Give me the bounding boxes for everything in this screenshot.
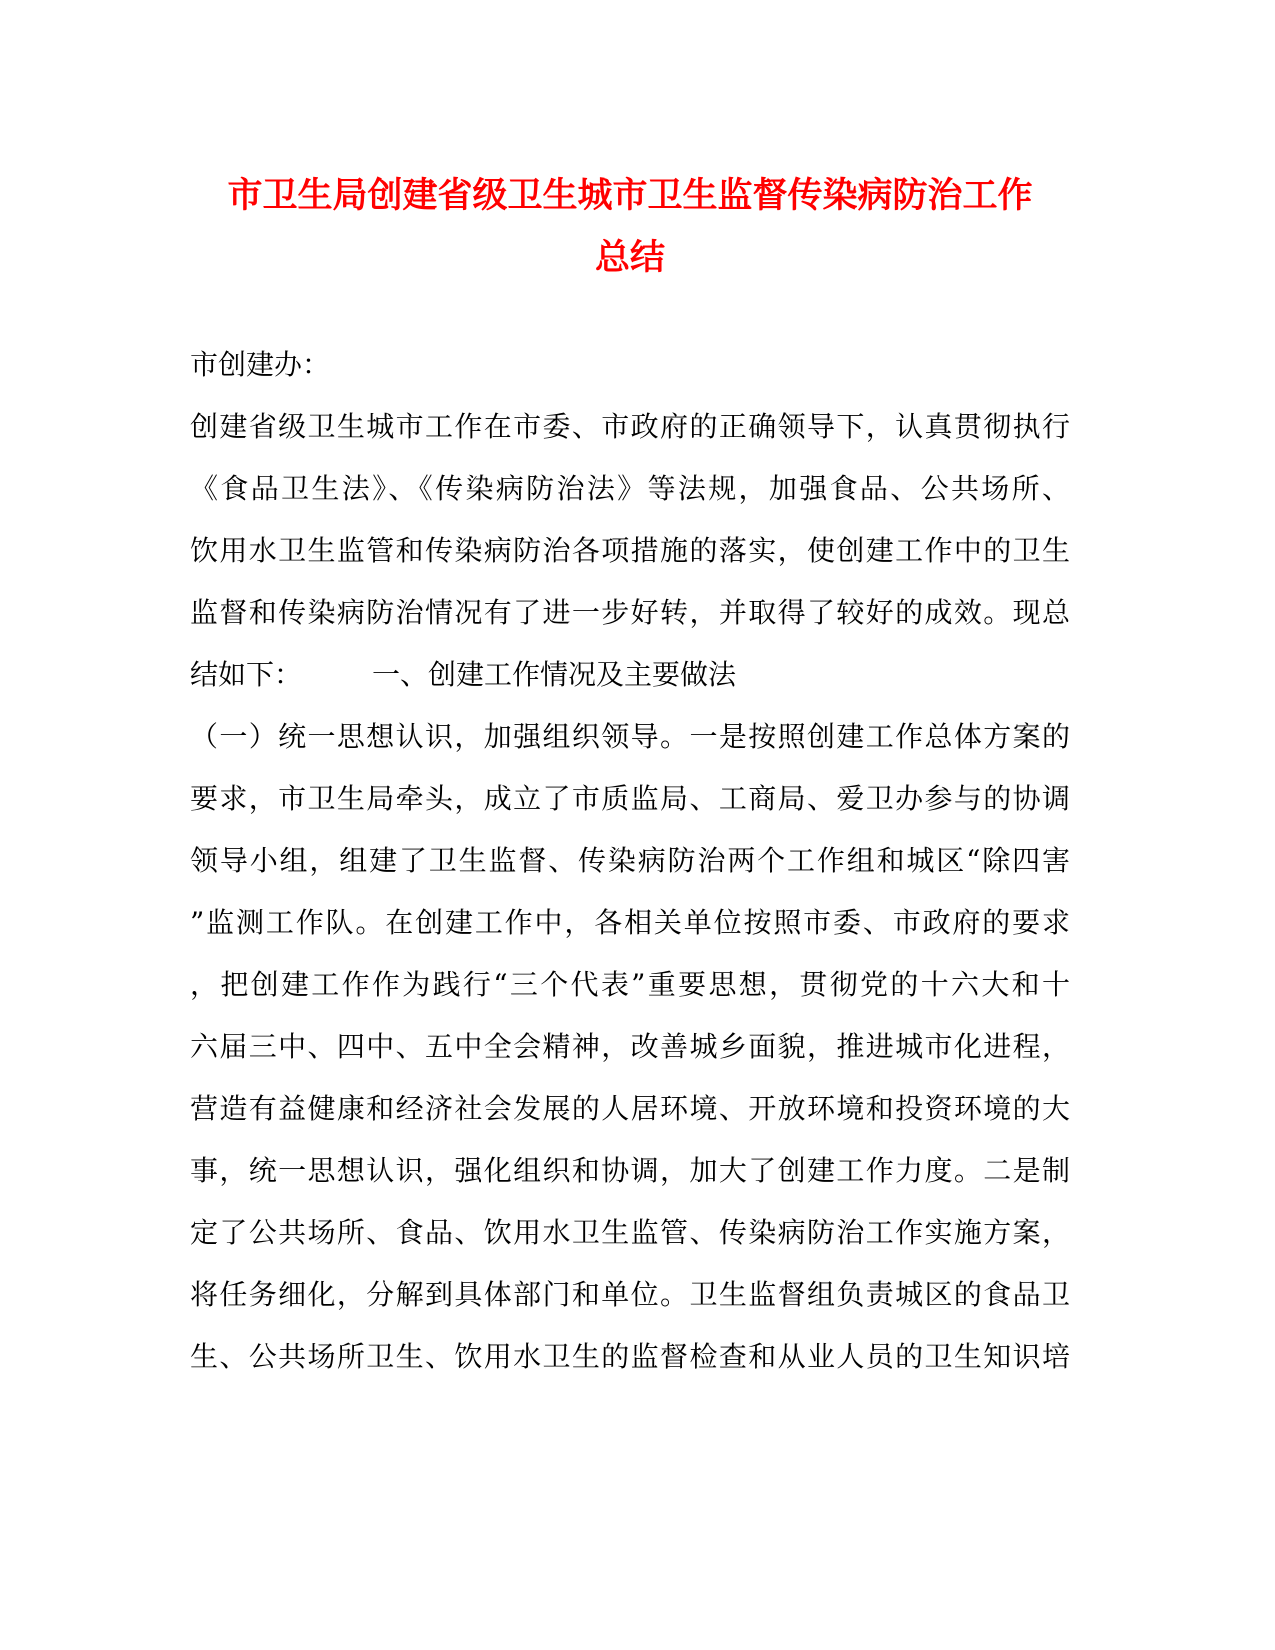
document-title-line-2: 总结: [594, 237, 665, 278]
body-line-section-heading: 结如下： 一、创建工作情况及主要做法: [190, 658, 737, 691]
body-line: 要求，市卫生局牵头，成立了市质监局、工商局、爱卫办参与的协调: [190, 782, 1070, 815]
body-line: ”监测工作队。在创建工作中，各相关单位按照市委、市政府的要求: [190, 906, 1070, 939]
body-line: 营造有益健康和经济社会发展的人居环境、开放环境和投资环境的大: [190, 1092, 1070, 1125]
document-title-line-1: 市卫生局创建省级卫生城市卫生监督传染病防治工作: [227, 175, 1033, 216]
body-line: 将任务细化，分解到具体部门和单位。卫生监督组负责城区的食品卫: [190, 1278, 1070, 1311]
body-line: 《食品卫生法》、《传染病防治法》等法规，加强食品、公共场所、: [190, 472, 1070, 505]
body-line: 监督和传染病防治情况有了进一步好转，并取得了较好的成效。现总: [190, 596, 1070, 629]
body-line: 六届三中、四中、五中全会精神，改善城乡面貌，推进城市化进程，: [190, 1030, 1070, 1063]
body-line: 生、公共场所卫生、饮用水卫生的监督检查和从业人员的卫生知识培: [190, 1340, 1070, 1373]
salutation: 市创建办：: [190, 348, 331, 381]
body-line: （一）统一思想认识，加强组织领导。一是按照创建工作总体方案的: [190, 720, 1070, 753]
body-line: 事，统一思想认识，强化组织和协调，加大了创建工作力度。二是制: [190, 1154, 1070, 1187]
body-line: 创建省级卫生城市工作在市委、市政府的正确领导下，认真贯彻执行: [190, 410, 1070, 443]
body-line: ，把创建工作作为践行“三个代表”重要思想，贯彻党的十六大和十: [190, 968, 1070, 1001]
body-line: 定了公共场所、食品、饮用水卫生监管、传染病防治工作实施方案，: [190, 1216, 1070, 1249]
body-line: 饮用水卫生监管和传染病防治各项措施的落实，使创建工作中的卫生: [190, 534, 1070, 567]
body-line: 领导小组，组建了卫生监督、传染病防治两个工作组和城区“除四害: [190, 844, 1070, 877]
